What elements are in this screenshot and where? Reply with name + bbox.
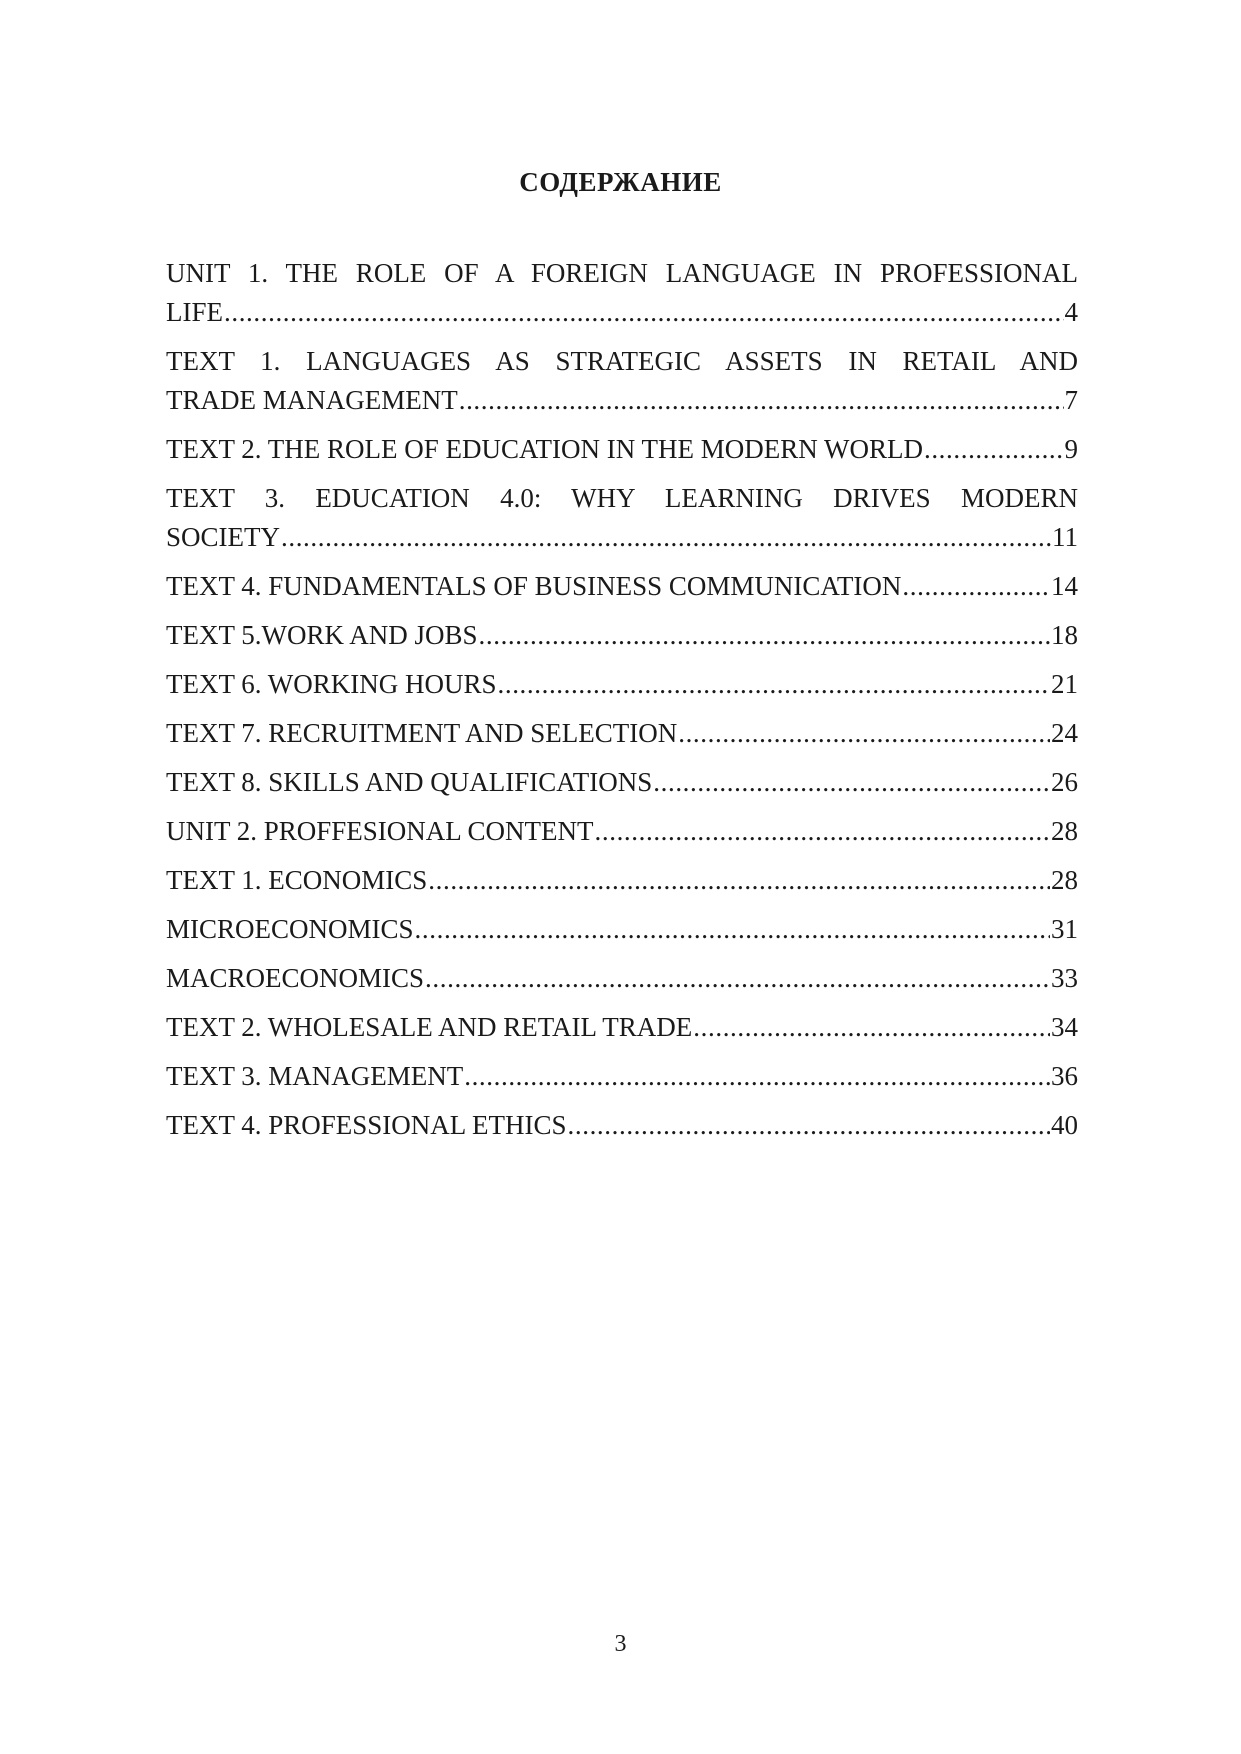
- toc-entry-title: TEXT 1. ECONOMICS: [166, 865, 428, 895]
- toc-entry-line: [166, 959, 1078, 998]
- dot-leader: [595, 812, 1050, 851]
- toc-entry[interactable]: [166, 910, 1078, 949]
- toc-entry-page: 24: [1051, 718, 1078, 748]
- toc-entry-line: [166, 518, 1078, 557]
- toc-entry-line: [166, 381, 1078, 420]
- toc-entry[interactable]: [166, 254, 1078, 332]
- dot-leader: [902, 567, 1050, 606]
- dot-leader: [924, 430, 1064, 469]
- toc-entry[interactable]: [166, 567, 1078, 606]
- toc-entry-page: 28: [1051, 865, 1078, 895]
- toc-entry-title: TEXT 2. WHOLESALE AND RETAIL TRADE: [166, 1012, 693, 1042]
- toc-entry-page: 33: [1051, 963, 1078, 993]
- toc-entry[interactable]: [166, 1057, 1078, 1096]
- dot-leader: [415, 910, 1050, 949]
- toc-entry[interactable]: [166, 479, 1078, 557]
- toc-entry[interactable]: [166, 959, 1078, 998]
- dot-leader: [498, 665, 1051, 704]
- dot-leader: [678, 714, 1050, 753]
- toc-entry-title: TEXT 6. WORKING HOURS: [166, 669, 497, 699]
- toc-entry[interactable]: [166, 430, 1078, 469]
- toc-entry-line: [166, 763, 1078, 802]
- toc-entry-page: 21: [1051, 669, 1078, 699]
- toc-entry-title: TEXT 5.WORK AND JOBS: [166, 620, 478, 650]
- toc-entry-page: 4: [1064, 297, 1078, 327]
- toc-entry-title: MICROECONOMICS: [166, 914, 414, 944]
- toc-entry[interactable]: [166, 665, 1078, 704]
- toc-entry-page: 26: [1051, 767, 1078, 797]
- toc-entry-title: TEXT 7. RECRUITMENT AND SELECTION: [166, 718, 678, 748]
- dot-leader: [568, 1106, 1050, 1145]
- page-number: 3: [614, 1631, 627, 1657]
- toc-entry-first-line: TEXT 1. LANGUAGES AS STRATEGIC ASSETS IN RETAIL AND: [166, 346, 1078, 376]
- toc-entry-title: SOCIETY: [166, 522, 280, 552]
- toc-entry-page: 34: [1051, 1012, 1078, 1042]
- dot-leader: [479, 616, 1050, 655]
- toc-entry-title: TEXT 4. FUNDAMENTALS OF BUSINESS COMMUNICATION: [166, 571, 902, 601]
- toc-entry-title: UNIT 2. PROFFESIONAL CONTENT: [166, 816, 594, 846]
- toc-entry[interactable]: [166, 342, 1078, 420]
- toc-entry-line: [166, 1106, 1078, 1145]
- toc-entry-page: 28: [1051, 816, 1078, 846]
- toc-entry[interactable]: [166, 616, 1078, 655]
- dot-leader: [693, 1008, 1050, 1047]
- toc-entry-title: TEXT 2. THE ROLE OF EDUCATION IN THE MODERN WORLD: [166, 434, 923, 464]
- dot-leader: [428, 861, 1050, 900]
- dot-leader: [459, 381, 1064, 420]
- toc-entry[interactable]: [166, 812, 1078, 851]
- toc-entry-first-line: TEXT 3. EDUCATION 4.0: WHY LEARNING DRIVES MODERN: [166, 483, 1078, 513]
- dot-leader: [224, 293, 1064, 332]
- toc-entry-title: TEXT 8. SKILLS AND QUALIFICATIONS: [166, 767, 653, 797]
- toc-entry-title: MACROECONOMICS: [166, 963, 425, 993]
- dot-leader: [281, 518, 1051, 557]
- toc-entry-title: TEXT 4. PROFESSIONAL ETHICS: [166, 1110, 567, 1140]
- toc-entry[interactable]: [166, 1008, 1078, 1047]
- toc-entry-title: TRADE MANAGEMENT: [166, 385, 458, 415]
- toc-entry-line: [166, 430, 1078, 469]
- toc-entry-page: 14: [1051, 571, 1078, 601]
- toc-entry-page: 9: [1064, 434, 1078, 464]
- toc-entry-line: [166, 1008, 1078, 1047]
- toc-entry-page: 11: [1052, 522, 1078, 552]
- toc-entry-page: 18: [1051, 620, 1078, 650]
- dot-leader: [464, 1057, 1050, 1096]
- dot-leader: [653, 763, 1050, 802]
- toc-entry-first-line: UNIT 1. THE ROLE OF A FOREIGN LANGUAGE IN PROFESSIONAL: [166, 258, 1078, 288]
- table-of-contents: [166, 254, 1078, 1155]
- toc-entry-page: 36: [1051, 1061, 1078, 1091]
- toc-entry-line: [166, 293, 1078, 332]
- dot-leader: [425, 959, 1050, 998]
- toc-entry[interactable]: [166, 714, 1078, 753]
- toc-entry[interactable]: [166, 763, 1078, 802]
- toc-entry-page: 7: [1064, 385, 1078, 415]
- toc-entry-title: LIFE: [166, 297, 223, 327]
- toc-entry-line: [166, 567, 1078, 606]
- toc-entry-page: 40: [1051, 1110, 1078, 1140]
- toc-entry-title: TEXT 3. MANAGEMENT: [166, 1061, 464, 1091]
- toc-entry-line: [166, 1057, 1078, 1096]
- toc-entry-line: [166, 812, 1078, 851]
- toc-heading: СОДЕРЖАНИЕ: [519, 167, 722, 197]
- toc-entry-line: [166, 714, 1078, 753]
- toc-entry-line: [166, 616, 1078, 655]
- toc-entry-line: [166, 910, 1078, 949]
- toc-entry[interactable]: [166, 1106, 1078, 1145]
- toc-entry-page: 31: [1051, 914, 1078, 944]
- toc-entry-line: [166, 665, 1078, 704]
- toc-entry-line: [166, 861, 1078, 900]
- toc-entry[interactable]: [166, 861, 1078, 900]
